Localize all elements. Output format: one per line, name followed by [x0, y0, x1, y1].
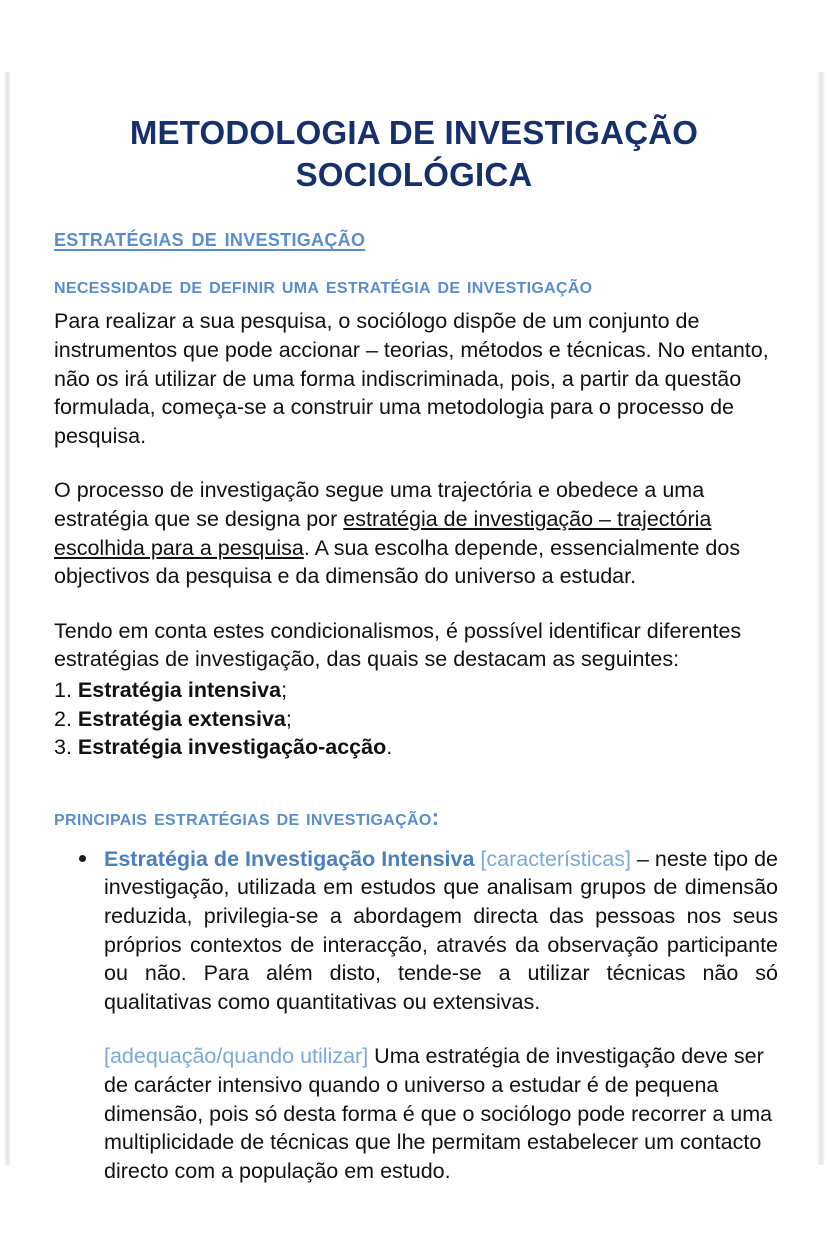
paragraph-trajectoria-underlined-definition: estratégia de investigação – trajectória escolhida para a pesquisa — [54, 507, 712, 560]
paragraph-instrumentos: Para realizar a sua pesquisa, o sociólogo dispõe de um conjunto de instrumentos que pode accionar – teorias, métodos e técnicas. No entanto, não os irá utilizar de uma forma indiscriminada, pois, a partir da questão formulada, começa-se a construir uma metodologia para o processo de pesquisa. — [54, 309, 769, 448]
list-item-number: 3. — [54, 735, 72, 760]
bullet-body-text: – neste tipo de investigação, utilizada em estudos que analisam grupos de dimensão reduzida, privilegia-se a abordagem directa das pessoas nos seus próprios contextos de interacção, através da observação participante ou não. Para além disto, tende-se a utilizar técnicas não só qualitativas como quantitativas ou extensivas. — [104, 846, 778, 1014]
list-item-suffix: ; — [285, 706, 292, 731]
subheading-principais-estrategias: principais estratégias de investigação: — [54, 803, 440, 830]
paragraph-trajectoria-part1: O processo de investigação segue uma trajectória e obedece a uma estratégia que se designa por — [54, 478, 705, 532]
list-item — [54, 733, 776, 762]
list-item-label: Estratégia extensiva — [77, 706, 286, 731]
page-title: METODOLOGIA DE INVESTIGAÇÃO SOCIOLÓGICA — [129, 114, 699, 194]
bullet-sub-paragraph — [104, 1016, 778, 1185]
subheading-necessidade-de-definir-uma-estrategia: necessidade de definir uma estratégia de investigação — [54, 272, 593, 299]
bullet-sub-bracket-tag: [adequação/quando utilizar] — [104, 1044, 369, 1069]
list-item-label: Estratégia intensiva — [77, 678, 282, 702]
list-item — [54, 705, 776, 734]
bullet-paragraph — [104, 845, 778, 1017]
list-item-suffix: ; — [281, 678, 288, 702]
document-content — [0, 72, 828, 1185]
paragraph-trajectoria-part2: . A sua escolha depende, essencialmente dos objectivos da pesquisa e da dimensão do universo a estudar. — [54, 535, 741, 589]
paragraph-trajectoria — [0, 450, 828, 590]
list-item-number: 2. — [54, 706, 72, 731]
list-item — [54, 676, 776, 705]
paragraph-condicionalismos: Tendo em conta estes condicionalismos, é possível identificar diferentes estratégias de investigação, das quais se destacam as seguintes: — [54, 618, 742, 672]
bullet-lead-label: Estratégia de Investigação Intensiva — [104, 846, 475, 871]
bullet-point-icon — [79, 855, 86, 862]
section-heading-estrategias-de-investigacao: estratégias de investigação — [54, 222, 366, 253]
list-item-label: Estratégia investigação-acção — [77, 735, 387, 760]
list-item-number: 1. — [54, 678, 72, 702]
bullet-sub-body-text: Uma estratégia de investigação deve ser de carácter intensivo quando o universo a estudar é de pequena dimensão, pois só desta forma é que o sociólogo pode recorrer a uma multiplicidade de técnicas que lhe permitam estabelecer um contacto directo com a população em estudo. — [104, 1044, 773, 1183]
bullet-bracket-tag: [características] — [480, 846, 631, 871]
bullet-item-estrategia-intensiva — [0, 831, 828, 1186]
list-item-suffix: . — [386, 735, 393, 760]
numbered-strategy-list — [0, 674, 828, 762]
